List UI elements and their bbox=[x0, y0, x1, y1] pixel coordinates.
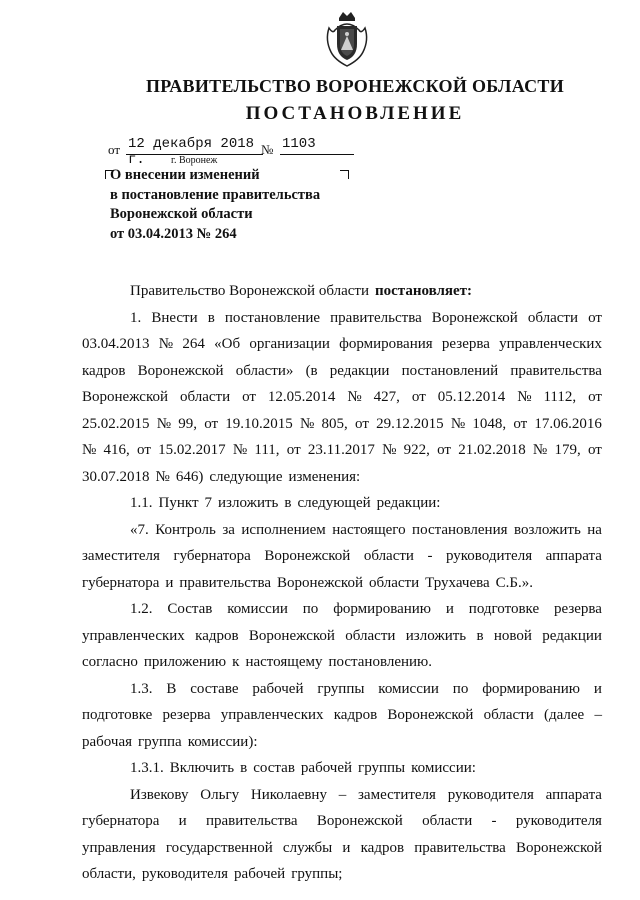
number-label: № bbox=[261, 142, 274, 157]
body-text-line: согласно приложению к настоящему постановлению. bbox=[82, 654, 432, 670]
subject-line: в постановление правительства bbox=[110, 186, 321, 203]
body-text-line: рабочая группа комиссии): bbox=[82, 733, 258, 750]
body-text-line: заместителя губернатора Воронежской области - руководителя аппарата bbox=[82, 548, 602, 564]
coat-of-arms-emblem bbox=[323, 10, 371, 70]
body-text-line: Извекову Ольгу Николаевну – заместителя руководителя аппарата bbox=[130, 786, 602, 803]
body-text-line: 1.1. Пункт 7 изложить в следующей редакции: bbox=[130, 495, 441, 511]
body-text-line: управленческих кадров Воронежской области изложить в новой редакции bbox=[82, 627, 602, 644]
body-lines bbox=[82, 305, 602, 888]
organization-heading: ПРАВИТЕЛЬСТВО ВОРОНЕЖСКОЙ ОБЛАСТИ bbox=[145, 76, 565, 96]
body-text-line: 03.04.2013 № 264 «Об организации формирования резерва управленческих bbox=[82, 336, 602, 352]
preamble-bold: постановляет: bbox=[374, 283, 473, 299]
body-text-line: 1.3. В составе рабочей группы комиссии по формированию и bbox=[130, 680, 602, 697]
body-text-line: 1.3.1. Включить в состав рабочей группы комиссии: bbox=[130, 760, 476, 776]
subject-line: О внесении изменений bbox=[110, 167, 260, 183]
subject-line: Воронежской области bbox=[110, 206, 253, 222]
subject-line: от 03.04.2013 № 264 bbox=[110, 225, 237, 242]
preamble-text: Правительство Воронежской области bbox=[130, 283, 369, 299]
document-body bbox=[82, 278, 602, 888]
body-text-line: 25.02.2015 № 99, от 19.10.2015 № 805, от 29.12.2015 № 1048, от 17.06.2016 bbox=[82, 415, 602, 432]
body-text-line: 1. Внести в постановление правительства Воронежской области от bbox=[130, 309, 602, 326]
body-text-line: № 416, от 15.02.2017 № 111, от 23.11.2017 № 922, от 21.02.2018 № 179, от bbox=[82, 442, 602, 458]
document-subject bbox=[110, 166, 370, 244]
body-text-line: кадров Воронежской области» (в редакции постановлений правительства bbox=[82, 362, 602, 379]
date-from-label: от bbox=[108, 142, 121, 157]
body-text-line: 1.2. Состав комиссии по формированию и подготовке резерва bbox=[130, 601, 602, 617]
body-text-line: управления государственной службы и кадров правительства Воронежской bbox=[82, 839, 602, 856]
body-text-line: «7. Контроль за исполнением настоящего постановления возложить на bbox=[130, 521, 602, 538]
body-text-line: Воронежской области от 12.05.2014 № 427, от 05.12.2014 № 1112, от bbox=[82, 389, 602, 405]
document-date: 12 декабря 2018 г. bbox=[126, 136, 263, 155]
body-text-line: подготовке резерва управленческих кадров Воронежской области (далее – bbox=[82, 707, 602, 723]
body-text-line: области, руководителя рабочей группы; bbox=[82, 866, 343, 882]
city-label: г. Воронеж bbox=[171, 155, 218, 166]
body-text-line: 30.07.2018 № 646) следующие изменения: bbox=[82, 468, 361, 485]
document-type-heading: ПОСТАНОВЛЕНИЕ bbox=[245, 103, 465, 124]
preamble bbox=[82, 278, 602, 305]
document-number: 1103 bbox=[280, 136, 354, 155]
body-text-line: губернатора и правительства Воронежской области Трухачева С.Б.». bbox=[82, 574, 534, 591]
body-text-line: губернатора и правительства Воронежской области - руководителя bbox=[82, 813, 602, 829]
